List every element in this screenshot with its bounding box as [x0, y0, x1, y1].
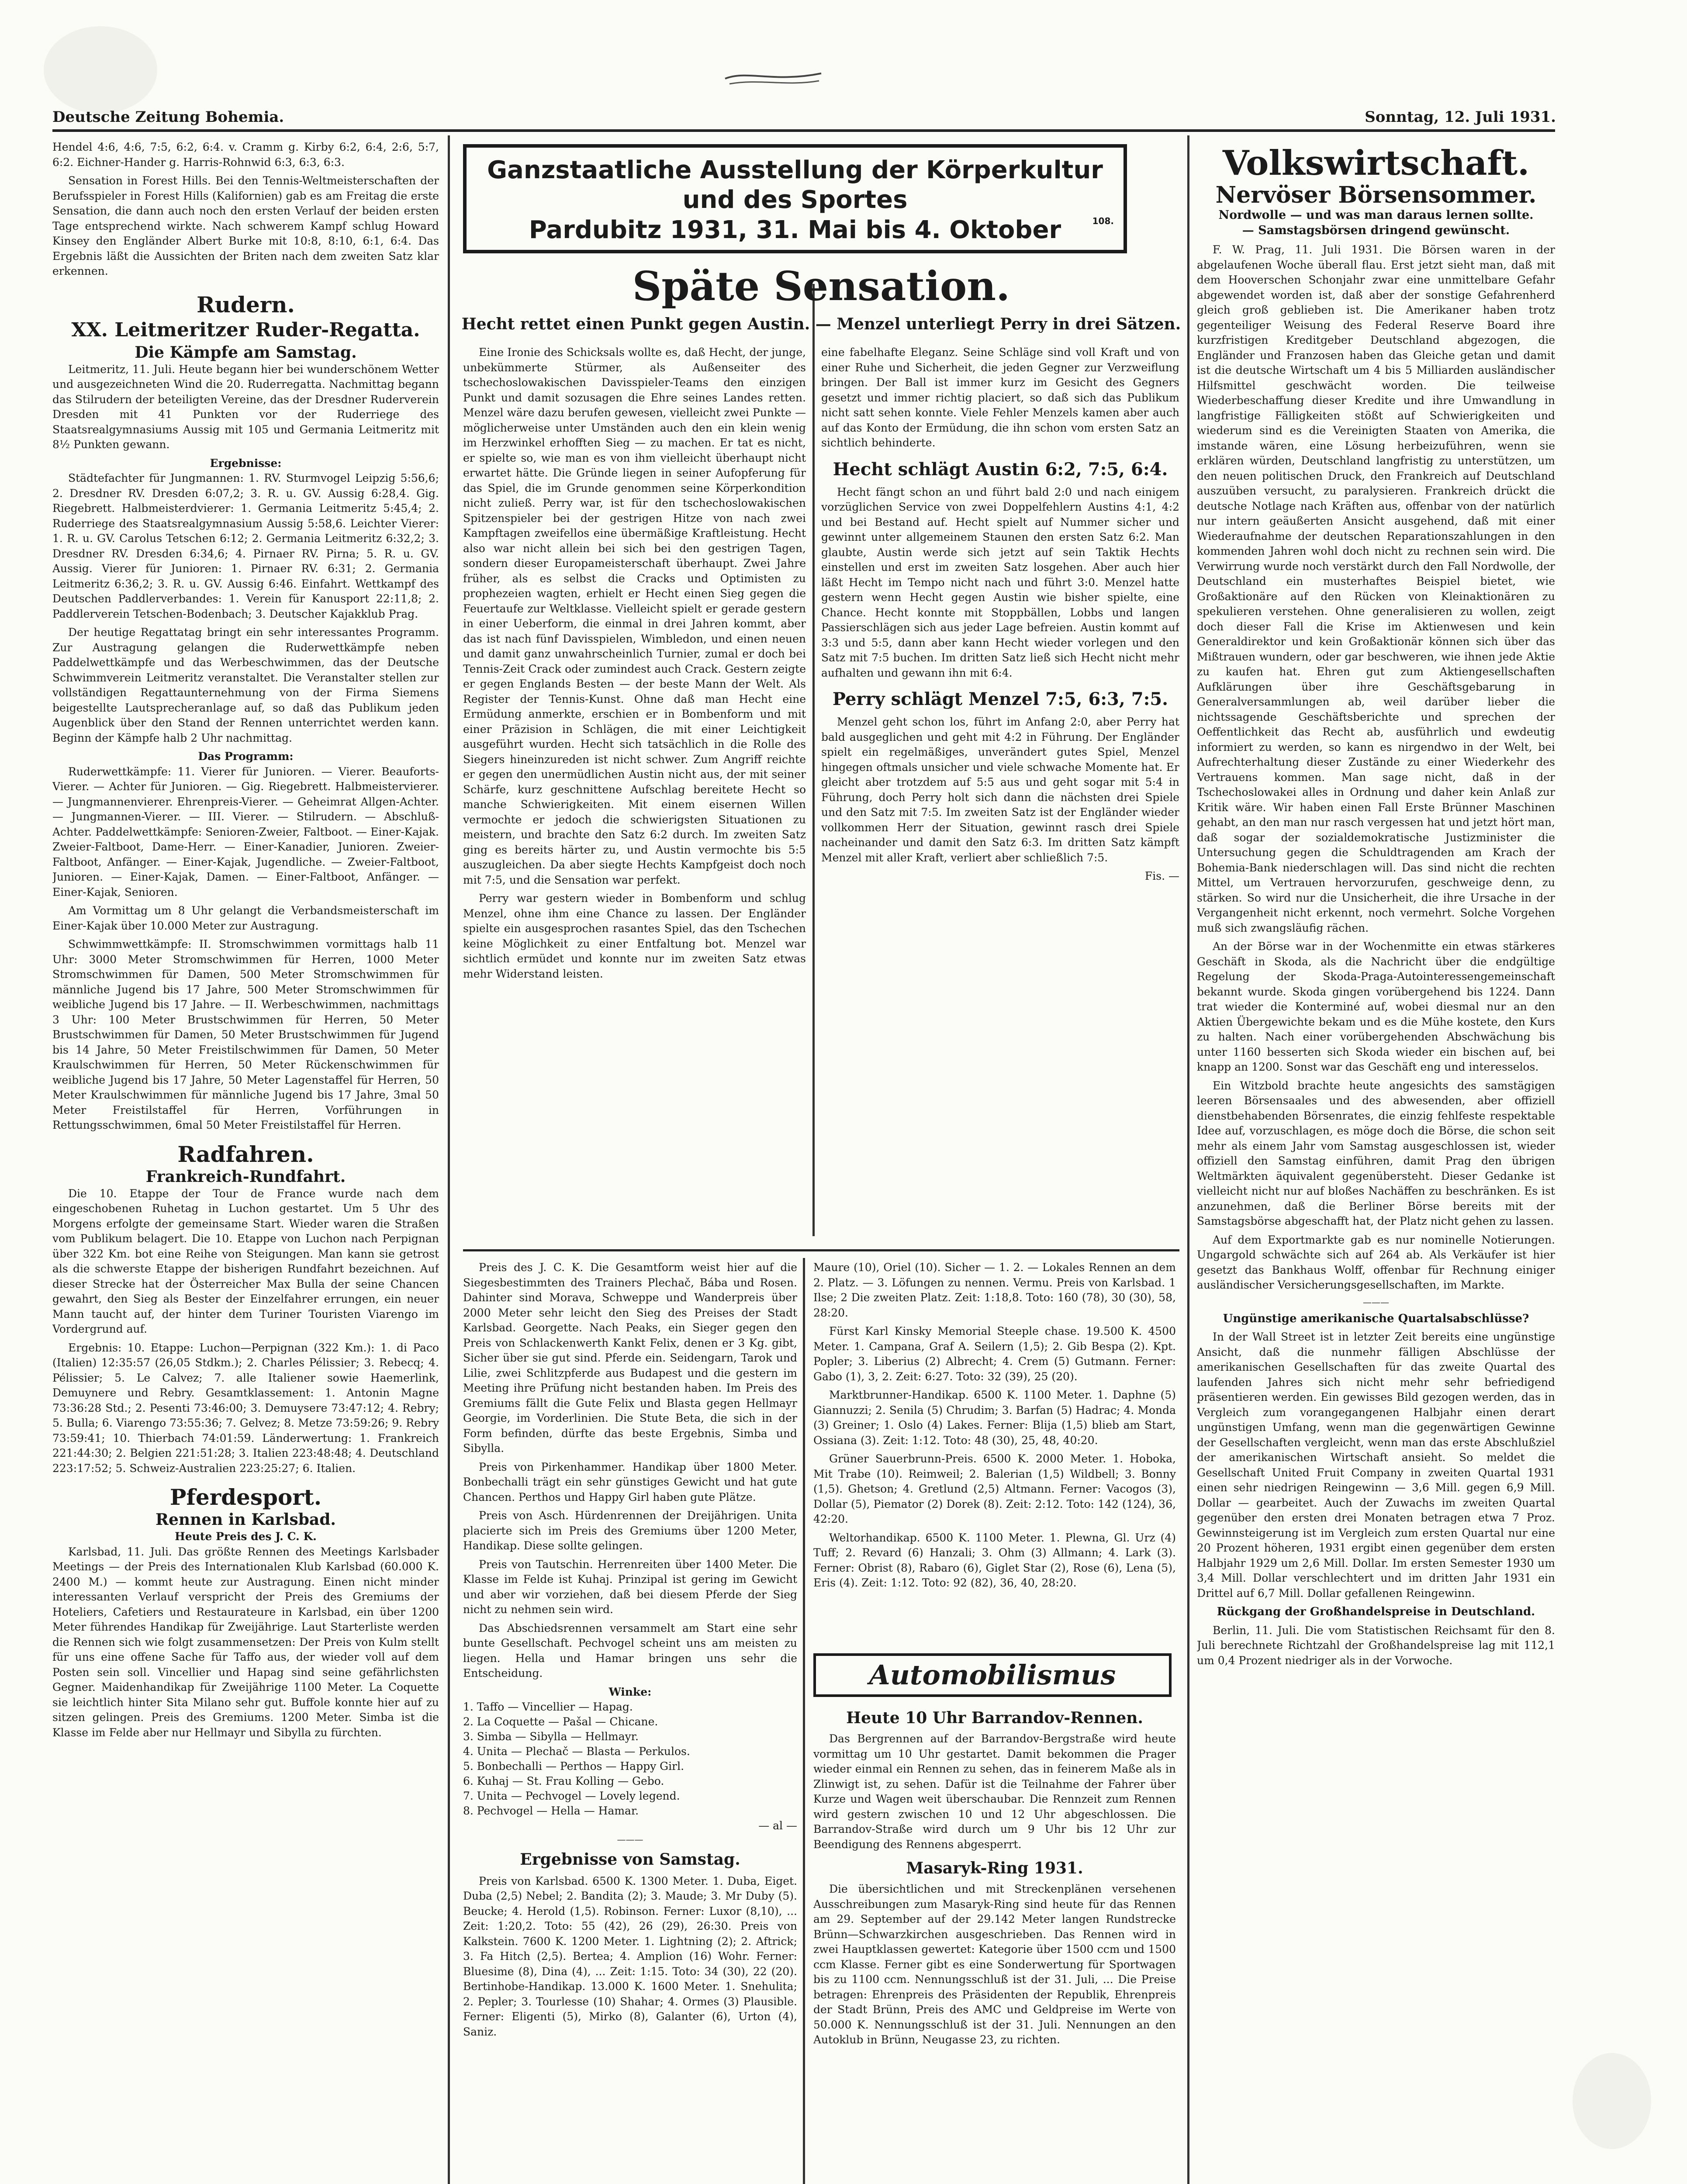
barrandov-text: Das Bergrennen auf der Barrandov-Bergstraße wird heute vormittag um 10 Uhr gestartet. Damit bekommen die Prager wieder einmal ein Rennen zu sehen, das in feinerem Maße als in Zlinwigt ist, zu sehen. Dafür ist die Teilnahme der Fahrer über Kurze und Wagen weit überschaubar. Die Rennzeit zum Rennen wird gestern zwischen 10 und 12 Uhr abgeschlossen. Die Barrandov-Straße wird durch um 9 Uhr bis 12 Uhr zur Beendigung des Rennens abgesperrt. — [813, 1732, 1176, 1851]
automobilismus-label: Automobilismus — [813, 1653, 1172, 1697]
paper-stain — [44, 26, 157, 114]
masthead-title: Deutsche Zeitung Bohemia. — [52, 108, 284, 126]
economy-subhead-3: — Samstagsbörsen dringend gewünscht. — [1242, 223, 1510, 237]
winke-item: 2. La Coquette — Pašal — Chicane. — [463, 1715, 658, 1728]
perry-headline: Perry schlägt Menzel 7:5, 6:3, 7:5. — [832, 689, 1168, 709]
column-divider — [448, 135, 450, 2184]
winke-head: Winke: — [608, 1685, 652, 1698]
grosshandel-headline: Rückgang der Großhandelspreise in Deutschland. — [1217, 1605, 1535, 1618]
tennis-subhead: Hecht rettet einen Punkt gegen Austin. — Menzel unterliegt Perry in drei Sätzen. — [461, 315, 1181, 333]
grosshandel-text: Berlin, 11. Juli. Die vom Statistischen Reichsamt für den 8. Juli berechnete Richtzahl der Großhandelspreise lag mit 112,1 um 0,4 Prozent niedriger als in der Vorwoche. — [1197, 1624, 1555, 1667]
masaryk-text: Die übersichtlichen und mit Streckenplänen versehenen Ausschreibungen zum Masaryk-Ring sind heute für das Rennen am 29. September auf der 29.142 Meter langen Rundstrecke Brünn—Schwarzkirchen ausgeschrieben. Das Rennen wird in zwei Hauptklassen gewertet: Kategorie über 1500 ccm und 1500 ccm Klasse. Ferner gibt es eine Sonderwertung für Sportwagen bis zu 1100 ccm. Nennungsschluß ist der 31. Juli, ... Die Preise betragen: Ehrenpreis des Präsidenten der Republik, Ehrenpreis der Stadt Brünn, Preis des AMC und Geldpreise im Werte von 50.000 K. Nennungsschluß ist der 31. Juli. Nennungen an den Autoklub in Brünn, Neugasse 23, zu richten. — [813, 1883, 1176, 2046]
winke-item: 3. Simba — Sibylla — Hellmayr. — [463, 1730, 639, 1743]
pferd-subhead: Rennen in Karlsbad. — [156, 1510, 336, 1529]
winke-item: 4. Unita — Plechač — Blasta — Perkulos. — [463, 1745, 690, 1758]
ad-line-3: Pardubitz 1931, 31. Mai bis 4. Oktober — [529, 216, 1061, 244]
regatta-intro: Leitmeritz, 11. Juli. Heute begann hier bei wunderschönem Wetter und ausgezeichneten Wind die 20. Ruderregatta. Nachmittag begann das Stilrudern der beteiligten Vereine, das der Dresdner Ruderverein Dresden mit 41 Punkten vor der Ruderriege des Staatsrealgymnasiums Aussig mit 105 und Germania Leitmeritz mit 8½ Punkten gewann. — [52, 363, 439, 451]
pencil-mark-icon — [721, 66, 826, 92]
column-divider — [812, 284, 815, 1236]
program-head: Das Programm: — [198, 750, 294, 763]
economy-subhead: Nervöser Börsensommer. — [1215, 182, 1537, 208]
results-column — [813, 1260, 1176, 1645]
ad-tag: 108. — [1092, 216, 1114, 226]
program-text: Ruderwettkämpfe: 11. Vierer für Junioren. — Vierer. Beauforts-Vierer. — Achter für Junioren. — Gig. Riegebrett. Halbmeistervierer. — Jungmannenvierer. Ehrenpreis-Vierer. — Geheimrat Allgen-Achter. — Jungmannen-Vierer. — III. Vierer. — Stilrudern. — Abschluß-Achter. Paddelwettkämpfe: Senioren-Zweier, Faltboot. — Einer-Kajak. Zweier-Faltboot, Dame-Herr. — Einer-Kanadier, Junioren. Zweier-Faltboot, Anfänger. — Einer-Kajak, Jugendliche. — Zweier-Faltboot, Junioren. — Einer-Kajak, Damen. — Einer-Faltboot, Anfänger. — Einer-Kajak, Senioren. — [52, 765, 439, 898]
results-head: Ergebnisse: — [210, 456, 282, 470]
perry-text: Menzel geht schon los, führt im Anfang 2:0, aber Perry hat bald ausgeglichen und geht mit 4:2 in Führung. Der Engländer spielt ein regelmäßiges, unverändert gutes Spiel, Menzel hingegen oftmals unsicher und viele schwache Momente hat. Er gleicht aber trotzdem auf 5:5 aus und geht sogar mit 5:4 in Führung, doch Perry holt sich dann die nächsten drei Spiele und den Satz mit 7:5. Im zweiten Satz ist der Engländer wieder vollkommen Herr der Situation, gewinnt rasch drei Spiele nacheinander und damit den Satz 6:3. Im dritten Satz kämpft Menzel mit aller Kraft, verliert aber schließlich 7:5. — [821, 715, 1179, 864]
tennis-scores: Hendel 4:6, 4:6, 7:5, 6:2, 6:4. v. Cramm g. Kirby 6:2, 6:4, 2:6, 5:7, 6:2. Eichner-Hander g. Harris-Rohnwid 6:3, 6:3, 6:3. — [52, 141, 439, 169]
winke-item: 5. Bonbechalli — Perthos — Happy Girl. — [463, 1760, 684, 1773]
pirkenhammer-text: Preis von Pirkenhammer. Handikap über 1800 Meter. Bonbechalli trägt ein sehr günstiges Gewicht und hat gute Chancen. Perthos und Happy Girl haben gute Plätze. — [463, 1460, 797, 1503]
section-head-pferdesport: Pferdesport. — [169, 1484, 322, 1510]
barrandov-headline: Heute 10 Uhr Barrandov-Rennen. — [846, 1709, 1143, 1727]
winke-item: 7. Unita — Pechvogel — Lovely legend. — [463, 1790, 680, 1802]
economy-p1: F. W. Prag, 11. Juli 1931. Die Börsen waren in der abgelaufenen Woche überall flau. Erst jetzt sieht man, daß mit dem Hooverschen Schonjahr zwar eine unmittelbare Gefahr abgewendet worden ist, daß aber der sonstige Gefahrenherd gleich groß geblieben ist. Die Amerikaner haben trotz gegenteiliger Weisung des Federal Reserve Board ihre kurzfristigen Kreditgeber Deutschland abgezogen, die Engländer und Franzosen haben das Gleiche getan und damit ist die deutsche Wirtschaft um 4 bis 5 Milliarden ausländischer Hilfsmittel geschwächt worden. Die teilweise Wiederbeschaffung dieser Kredite und ihre Umwandlung in langfristige Fälligkeiten stößt auf Schwierigkeiten und wiederum sind es die Vereinigten Staaten von Amerika, die imstande wären, eine Lösung herbeizuführen, wenn sie erklären würden, Deutschland langfristig zu unterstützen, um den neuen politischen Druck, den Frankreich auf Deutschland auszuüben versucht, zu paralysieren. Frankreich drückt die deutsche Notlage nach Kräften aus, offenbar von der natürlich nur intern geäußerten Ansicht ausgehend, daß mit einer Wiederaufnahme der deutschen Reparationszahlungen in den kommenden Jahren wohl doch nicht zu rechnen sein wird. Die Verwirrung wurde noch verstärkt durch den Fall Nordwolle, der Deutschland ein musterhaftes Beispiel bietet, wie Großaktionäre auf den Rücken von Kleinaktionären zu spekulieren verstehen. Ohne generalisieren zu wollen, zeigt doch dieser Fall die Krise im Aktienwesen und kein Generaldirektor und kein Großaktionär können sich über das Mißtrauen wundern, oder gar beschweren, wie ihnen jede Aktie zu kaufen hat. Ehren gut zum Aktiengesellschaften Aufklärungen über ihre Geschäftsgebarung in Generalversammlungen ab, weil darüber lieber die nichtssagende Geschäftsberichte und sprechen der Oeffentlichkeit das Recht ab, ausführlich und ewdeutig informiert zu werden, so kann es nirgendwo in der Welt, bei Aufrechterhaltung dieser Zustände zu einer Wiederkehr des Vertrauens kommen. Man sage nicht, daß in der Tschechoslowakei alles in Ordnung und daher kein Anlaß zur Kritik wäre. Wir haben einen Fall Erste Brünner Maschinen gehabt, an den man nur rasch vergessen hat und jetzt hört man, daß sogar der sozialdemokratische Justizminister die Untersuchung gegen die Schuldtragenden am Krach der Bohemia-Bank niederschlagen will. Das sind nicht die rechten Mittel, um Vertrauen hervorzurufen, geschweige denn, zu stärken. So wird nur die Unsicherheit, die ihre Ursache in der Vergangenheit nicht erkennt, noch vermehrt. Solche Vorgehen muß sich zwangsläufig rächen. — [1197, 243, 1555, 934]
economy-p3: Ein Witzbold brachte heute angesichts des samstägigen leeren Börsensaales und des abwesenden, aber offiziell dienstbehabenden Börsenrates, die einzig fehlfeste respektable Idee auf, vorzuschlagen, es möge doch die Börse, die schon seit mehr als einem Jahr vom Samstag ausgeschlossen ist, wieder offiziell den Samstag einführen, damit Prag den übrigen Weltmärkten äquivalent gegenübersteht. Dieser Gedanke ist vielleicht nicht nur auf bloßes Nachäffen zu beschränken. Es ist anzunehmen, daß die Berliner Börse bereits mit der Samstagsbörse abgeschafft hat, der Platz nicht gehen zu lassen. — [1197, 1079, 1555, 1227]
program-tail: Am Vormittag um 8 Uhr gelangt die Verbandsmeisterschaft im Einer-Kajak über 10.000 Meter zur Austragung. — [52, 904, 439, 932]
pferd-text: Karlsbad, 11. Juli. Das größte Rennen des Meetings Karlsbader Meetings — der Preis des Internationalen Klub Karlsbad (60.000 K. 2400 M.) — kommt heute zur Austragung. Einen nicht minder interessanten Verlauf verspricht der Preis des Gremiums der Hoteliers, Cafetiers und Restaurateure in Karlsbad, ein über 1200 Meter führendes Handikap für Zweijährige. Laut Starterliste werden die Rennen sich wie folgt zusammensetzen: Der Preis von Kulm stellt für uns eine offene Sache für Taffo aus, der wieder voll auf dem Posten sein soll. Vincellier und Hapag sind seine gefährlichsten Gegner. Maidenhandikap für Zweijährige 1100 Meter. La Coquette sie leichtlich hinter Sita Milano sehr gut. Buffole konnte hier auf zu sitzen gelingen. Preis des Gremiums. 1200 Meter. Simba ist die Klasse im Felde aber nur Hellmayr und Sibylla zu fürchten. — [52, 1545, 439, 1739]
tennis-report: Sensation in Forest Hills. Bei den Tennis-Weltmeisterschaften der Berufsspieler in Forest Hills (Kalifornien) gab es am Freitag die erste Sensation, die dann auch noch den ersten Verlauf der beiden ersten Tage entsprechend wirkte. Nach schwerem Kampf schlug Howard Kinsey den Engländer Albert Burke mit 10:8, 8:10, 6:1, 6:4. Das Ergebnis läßt die Aussichten der Briten nach dem zweiten Satz klar erkennen. — [52, 174, 439, 277]
regatta-results: Städtefachter für Jungmannen: 1. RV. Sturmvogel Leipzig 5:56,6; 2. Dresdner RV. Dresden 6:07,2; 3. R. u. GV. Aussig 6:28,4. Gig. Riegebrett. Halbmeisterdvierer: 1. Germania Leitmeritz 5:45,4; 2. Ruderriege des Staatsrealgymnasium Aussig 5:58,6. Leichter Vierer: 1. R. u. GV. Carolus Tetschen 6:12; 2. Germania Leitmeritz 6:32,2; 3. Dresdner RV. Dresden 6:34,6; 4. Pirnaer RV. Pirna; 5. R. u. GV. Aussig. Vierer für Junioren: 1. Pirnaer RV. 6:31; 2. Germania Leitmeritz 6:36,2; 3. R. u. GV. Aussig 6:46. Einfahrt. Wettkampf des Deutschen Paddlerverbandes: 1. Verein für Kanusport 22:11,8; 2. Paddlerverein Tetschen-Bodenbach; 3. Deutscher Kajakklub Prag. — [52, 472, 439, 620]
tennis-byline: Fis. — — [1144, 870, 1179, 882]
asch-text: Preis von Asch. Hürdenrennen der Dreijährigen. Unita placierte sich im Preis des Gremiums über 1200 Meter, Handikap. Diese sollte gelingen. — [463, 1509, 797, 1552]
tennis-column-b — [821, 345, 1179, 1245]
quarterly-text: In der Wall Street ist in letzter Zeit bereits eine ungünstige Ansicht, daß die nunmehr fälligen Abschlüsse der amerikanischen Gesellschaften für das zweite Quartal des laufenden Jahres sich nicht mehr sehr befriedigend präsentieren werden. Ein gewisses Bild gezogen werden, das in Vergleich zum vorangegangenen Halbjahr einen derart ungünstigen Umfang, wenn man die gegenwärtigen Gewinne der Gesellschaften vergleicht, wenn man das erste Abschlußziel der amerikanischen Wirtschaft ansieht. So meldet die Gesellschaft United Fruit Company in zweiten Quartal 1931 einen sehr niedrigen Reingewinn — 3,6 Mill. gegen 6,9 Mill. Dollar — gearbeitet. Auch der Zuwachs im zweiten Quartal gegenüber den ersten drei Monaten betragen etwa 7 Proz. Gewinnsteigerung ist im Vergleich zum ersten Quartal nur eine 20 Prozent höheren, 1931 ergibt einen gegenüber dem ersten Halbjahr 1929 um 2,6 Mill. Dollar. Im ersten Semester 1930 um 3,4 Mill. Dollar verschlechtert und im dritten Jahr 1931 ein Drittel auf 6,7 Mill. Dollar gefallenen Reingewinn. — [1197, 1330, 1555, 1600]
winke-item: 8. Pechvogel — Hella — Hamar. — [463, 1804, 639, 1817]
tennis-headline: Späte Sensation. — [632, 263, 1010, 310]
racing-column: Preis des J. C. K. Die Gesamtform weist hier auf die Siegesbestimmten des Trainers Plechač, Bába und Rosen. Dahinter sind Morava, Schweppe und Wanderpreis über 2000 Meter sehr leicht den Sieg des Preises der Stadt Karlsbad. Georgette. Nach Peaks, ein Sieger gegen den Preis von Schlackenwerth Kankt Felix, denen er 3 Kg. gibt, Sicher über sie gut sind. Pferde ein. Seidengarn, Tarok und Lilie, zwei Schlitzpferde aus Budapest und die gestern im Meeting ihre Prüfung nicht bestanden haben. Im Preis des Gremiums fällt die Gute Felix und Blasta gegen Hellmayr Georgie, im Vorderlinien. Die Stute Beta, die sich in der Form befinden, dürfte das beste Ergebnis, Simba und Sibylla. Preis von Pirkenhammer. Handikap über 1800 Meter. Bonbechalli trägt ein sehr günstiges Gewicht und hat gute Chancen. Perthos und Happy Girl haben gute Plätze. Preis von Asch. Hürdenrennen der Dreijährigen. Unita placierte sich im Preis des Gremiums über 1200 Meter, Handikap. Diese sollte gelingen. Preis von Tautschin. Herrenreiten über 1400 Meter. Die Klasse im Felde ist Kuhaj. Prinzipal ist gering im Gewicht und aber wir vorziehen, daß bei diesem Pferde der Sieg nicht zu nehmen sein wird. Das Abschiedsrennen versammelt am Start eine sehr bunte Gesellschaft. Pechvogel scheint uns am meisten zu liegen. Hella und Hamar bringen uns sehr die Entscheidung. Winke: 1. Taffo — Vincellier — Hapag. 2. La Coquette — Pašal — Chicane. 3. Simba — Sibylla — Hellmayr. 4. Unita — Plechač — Blasta — Perkulos. 5. Bonbechalli — Perthos — Happy Girl. 6. Kuhaj — St. Frau Kolling — Gebo. 7. Unita — Pechvogel — Lovely legend. 8. Pechvogel — Hella — Hamar. — al — ——— Ergebnisse von Samstag. Preis von Karlsbad. 6500 K. 1300 Meter. 1. Duba, Eiget. Duba (2,5) Nebel; 2. Bandita (2); 3. Maude; 3. Mr Duby (5). Beucke; 4. Herold (1,5). Robinson. Ferner: Luxor (8,10), ... Zeit: 1:20,2. Toto: 55 (42), 26 (29), 26:30. Preis von Kalkstein. 7600 K. 1200 Meter. 1. Lightning (2); 2. Aftrick; 3. Fa Hitch (2,5). Bertea; 4. Amplion (16) Wohr. Ferner: Bluesime (8), Dina (4), ... Zeit: 1:15. Toto: 34 (30), 22 (20). Bertinhobe-Handikap. 13.000 K. 1600 Meter. 1. Snehulita; 2. Pepler; 3. Tourlesse (10) Shahar; 4. Ormes (3) Plausible. Ferner: Eligenti (5), Mirko (8), Galanter (6), Urton (4), Saniz. — [463, 1260, 797, 2184]
rad-text: Die 10. Etappe der Tour de France wurde nach dem eingeschobenen Ruhetag in Luchon gestartet. Um 5 Uhr des Morgens erfolgte der gemeinsame Start. Wieder waren die Straßen vom Publikum belagert. Die 10. Etappe von Luchon nach Perpignan über 322 Km. bot eine Reihe von Steigungen. Man kann sie getrost als die schwerste Etappe der bisherigen Rundfahrt bezeichnen. Auf dieser Strecke hat der Österreicher Max Bulla der seine Chancen gewahrt, den Sieg als Bester der Einzelfahrer errungen, ein neuer Mann taucht auf, der hinter dem Turiner Touristen Viarengo im Vordergrund auf. — [52, 1187, 439, 1335]
welt-text: Weltorhandikap. 6500 K. 1100 Meter. 1. Plewna, Gl. Urz (4) Tuff; 2. Revard (6) Hanzali; 3. Ohm (3) Allmann; 4. Lark (3). Ferner: Obrist (8), Rabaro (6), Giglet Star (2), Rose (6), Lena (5), Eris (4). Zeit: 1:12. Toto: 92 (82), 36, 40, 28:20. — [813, 1531, 1176, 1589]
economy-p4: Auf dem Exportmarkte gab es nur nominelle Notierungen. Ungargold schwächte sich auf 264 ab. Als Verkäufer ist hier gesetzt das Bankhaus Wolff, offenbar für Rechnung einiger ausländischer Versicherungsgesellschaften, im Markte. — [1197, 1233, 1555, 1291]
rad-results: Ergebnis: 10. Etappe: Luchon—Perpignan (322 Km.): 1. di Paco (Italien) 12:35:57 (26,05 Stdkm.); 2. Charles Pélissier; 3. Rebecq; 4. Pélissier; 5. Le Calvez; 7. alle Italiener sowie Haemerlink, Demuynere und Rebry. Gesamtklassement: 1. Antonin Magne 73:36:28 Std.; 2. Pesenti 73:46:00; 3. Demuysere 73:47:12; 4. Rebry; 5. Bulla; 6. Viarengo 73:55:36; 7. Gelvez; 8. Metze 73:59:26; 9. Rebry 73:59:41; 10. Thierbach 74:01:59. Länderwertung: 1. Frankreich 221:44:30; 2. Belgien 221:51:28; 3. Italien 223:48:48; 4. Deutschland 223:17:52; 5. Schweiz-Australien 223:25:27; 6. Italien. — [52, 1341, 439, 1475]
economy-p2: An der Börse war in der Wochenmitte ein etwas stärkeres Geschäft in Skoda, als die Nachricht über die endgültige Regelung der Skoda-Praga-Autointeressengemeinschaft bekannt wurde. Skoda gingen vorübergehend bis 1224. Dann trat wieder die Konterminé auf, wobei diesmal nur an den Aktien Übergewichte bekam und es die Mühe kostete, den Kurs zu halten. Nach einer vorübergehenden Abschwächung bis unter 1160 besserten sich Skoda wieder ein bischen auf, bei knapp an 1200. Sonst war das Geschäft eng und interesselos. — [1197, 940, 1555, 1073]
section-rule — [463, 1249, 1179, 1251]
tennis-column-a — [463, 345, 806, 1245]
economy-headline: Volkswirtschaft. — [1222, 143, 1530, 183]
regatta-headline: XX. Leitmeritzer Ruder-Regatta. — [71, 318, 420, 341]
ad-line-2: und des Sportes — [682, 186, 908, 214]
ergebnisse-headline: Ergebnisse von Samstag. — [520, 1850, 740, 1869]
sauerbrunn-text: Grüner Sauerbrunn-Preis. 6500 K. 2000 Meter. 1. Hoboka, Mit Trabe (10). Reimweil; 2. Balerian (1,5) Wildbell; 3. Bonny (1,5). Ghetson; 4. Gretlund (2,5) Altmann. Ferner: Vacogos (3), Dollar (5), Piemator (2) Dorek (8). Zeit: 2:12. Toto: 142 (124), 36, 42:20. — [813, 1452, 1176, 1525]
masaryk-headline: Masaryk-Ring 1931. — [906, 1859, 1083, 1877]
economy-column: Volkswirtschaft. Nervöser Börsensommer. Nordwolle — und was man daraus lernen sollte. — Samstagsbörsen dringend gewünscht. F. W. Prag, 11. Juli 1931. Die Börsen waren in der abgelaufenen Woche überall flau. Erst jetzt sieht man, daß mit dem Hooverschen Schonjahr zwar eine unmittelbare Gefahr abgewendet worden ist, daß aber der sonstige Gefahrenherd gleich groß geblieben ist. Die Amerikaner haben trotz gegenteiliger Weisung des Federal Reserve Board ihre kurzfristigen Kreditgeber Deutschland abgezogen, die Engländer und Franzosen haben das Gleiche getan und damit ist die deutsche Wirtschaft um 4 bis 5 Milliarden ausländischer Hilfsmittel geschwächt worden. Die teilweise Wiederbeschaffung dieser Kredite und ihre Umwandlung in langfristige Fälligkeiten stößt auf Schwierigkeiten und wiederum sind es die Vereinigten Staaten von Amerika, die imstande wären, eine Lösung herbeizuführen, wenn sie erklären würden, Deutschland langfristig zu unterstützen, um den neuen politischen Druck, den Frankreich auf Deutschland auszuüben versucht, zu paralysieren. Frankreich drückt die deutsche Notlage nach Kräften aus, offenbar von der natürlich nur intern geäußerten Ansicht ausgehend, daß mit einer Wiederaufnahme der deutschen Reparationszahlungen in den kommenden Jahren wohl doch nicht zu rechnen sein wird. Die Verwirrung wurde noch verstärkt durch den Fall Nordwolle, der Deutschland ein musterhaftes Beispiel bietet, wie Großaktionäre auf den Rücken von Kleinaktionären zu spekulieren verstehen. Ohne generalisieren zu wollen, zeigt doch dieser Fall die Krise im Aktienwesen und kein Generaldirektor und kein Großaktionär können sich über das Mißtrauen wundern, oder gar beschweren, wie ihnen jede Aktie zu kaufen hat. Ehren gut zum Aktiengesellschaften Aufklärungen über ihre Geschäftsgebarung in Generalversammlungen ab, weil darüber lieber die nichtssagende Geschäftsberichte und sprechen der Oeffentlichkeit das Recht ab, ausführlich und ewdeutig informiert zu werden, so kann es nirgendwo in der Welt, bei Aufrechterhaltung dieser Zustände zu einer Wiederkehr des Vertrauens kommen. Man sage nicht, daß in der Tschechoslowakei alles in Ordnung und daher kein Anlaß zur Kritik wäre. Wir haben einen Fall Erste Brünner Maschinen gehabt, an den man nur rasch vergessen hat und jetzt hört man, daß sogar der sozialdemokratische Justizminister die Untersuchung gegen die Schuldtragenden am Krach der Bohemia-Bank niederschlagen will. Das sind nicht die rechten Mittel, um Vertrauen hervorzurufen, geschweige denn, zu stärken. So wird nur die Unsicherheit, die ihre Ursache in der Vergangenheit nicht erkennt, noch vermehrt. Solche Vorgehen muß sich zwangsläufig rächen. An der Börse war in der Wochenmitte ein etwas stärkeres Geschäft in Skoda, als die Nachricht über die endgültige Regelung der Skoda-Praga-Autointeressengemeinschaft bekannt wurde. Skoda gingen vorübergehend bis 1224. Dann trat wieder die Konterminé auf, wobei diesmal nur an den Aktien Übergewichte bekam und es die Mühe kostete, den Kurs zu halten. Nach einer vorübergehenden Abschwächung bis unter 1160 besserten sich Skoda wieder ein bischen auf, bei knapp an 1200. Sonst war das Geschäft eng und interesselos. Ein Witzbold brachte heute angesichts des samstägigen leeren Börsensaales und des abwesenden, aber offiziell dienstbehabenden Börsenrates, die einzig fehlfeste respektable Idee auf, vorzuschlagen, es möge doch die Börse, die schon seit mehr als einem Jahr vom Samstag ausgeschlossen ist, wieder offiziell den Samstag einführen, damit Prag den übrigen Weltmärkten äquivalent gegenübersteht. Dieser Gedanke ist vielleicht nicht nur auf bloßes Nachäffen zu beschränken. Es ist anzunehmen, daß die Berliner Börse bereits mit der Samstagsbörse abgeschafft hat, der Platz nicht gehen zu lassen. Auf dem Exportmarkte gab es nur nominelle Notierungen. Ungargold schwächte sich auf 264 ab. Als Verkäufer ist hier gesetzt das Bankhaus Wolff, offenbar für Rechnung einiger ausländischer Versicherungsgesellschaften, im Markte. ——— Ungünstige amerikanische Quartalsabschlüsse? In der Wall Street ist in letzter Zeit bereits eine ungünstige Ansicht, daß die nunmehr fälligen Abschlüsse der amerikanischen Gesellschaften für das zweite Quartal des laufenden Jahres sich nicht mehr sehr befriedigend präsentieren werden. Ein gewisses Bild gezogen werden, das in Vergleich zum vorangegangenen Halbjahr einen derart ungünstigen Umfang, wenn man die gegenwärtigen Gewinne der Gesellschaften vergleicht, wenn man das erste Abschlußziel der amerikanischen Wirtschaft ansieht. So meldet die Gesellschaft United Fruit Company in zweiten Quartal 1931 einen sehr niedrigen Reingewinn — 3,6 Mill. gegen 6,9 Mill. Dollar — gearbeitet. Auch der Zuwachs im zweiten Quartal gegenüber den ersten drei Monaten betragen etwa 7 Proz. Gewinnsteigerung ist im Vergleich zum ersten Quartal nur eine 20 Prozent höheren, 1931 ergibt einen gegenüber dem ersten Halbjahr 1929 um 2,6 Mill. Dollar. Im ersten Semester 1930 um 3,4 Mill. Dollar verschlechtert und im dritten Jahr 1931 ein Drittel auf 6,7 Mill. Dollar gefallenen Reingewinn. Rückgang der Großhandelspreise in Deutschland. Berlin, 11. Juli. Die vom Statistischen Reichsamt für den 8. Juli berechnete Richtzahl der Großhandelspreise lag mit 112,1 um 0,4 Prozent niedriger als in der Vorwoche. — [1197, 140, 1555, 2184]
tautschin-text: Preis von Tautschin. Herrenreiten über 1400 Meter. Die Klasse im Felde ist Kuhaj. Prinzipal ist gering im Gewicht und aber wir vorziehen, daß bei diesem Pferde der Sieg nicht zu nehmen sein wird. — [463, 1558, 797, 1616]
masthead-date: Sonntag, 12. Juli 1931. — [1365, 108, 1556, 126]
column-divider — [1187, 135, 1189, 2184]
section-head-rudern: Rudern. — [197, 291, 295, 318]
abschied-text: Das Abschiedsrennen versammelt am Start eine sehr bunte Gesellschaft. Pechvogel scheint uns am meisten zu liegen. Hella und Hamar bringen uns sehr die Entscheidung. — [463, 1621, 797, 1679]
winke-list — [463, 1700, 797, 1818]
auto-column — [813, 1708, 1176, 2184]
tennis-text-a2: Perry war gestern wieder in Bombenform und schlug Menzel, ohne ihm eine Chance zu lassen. Der Engländer spielte ein ausgesprochen rasantes Spiel, das den Tschechen keine Möglichkeit zu einer Entfaltung bot. Menzel war sichtlich ermüdet und konnte nur im zweiten Satz etwas mehr Widerstand leisten. — [463, 892, 806, 980]
ergebnisse-text: Preis von Karlsbad. 6500 K. 1300 Meter. 1. Duba, Eiget. Duba (2,5) Nebel; 2. Bandita (2); 3. Maude; 3. Mr Duby (5). Beucke; 4. Herold (1,5). Robinson. Ferner: Luxor (8,10), ... Zeit: 1:20,2. Toto: 55 (42), 26 (29), 26:30. Preis von Kalkstein. 7600 K. 1200 Meter. 1. Lightning (2); 2. Aftrick; 3. Fa Hitch (2,5). Bertea; 4. Amplion (16) Wohr. Ferner: Bluesime (8), Dina (4), ... Zeit: 1:15. Toto: 34 (30), 22 (20). Bertinhobe-Handikap. 13.000 K. 1600 Meter. 1. Snehulita; 2. Pepler; 3. Tourlesse (10) Shahar; 4. Ormes (3) Plausible. Ferner: Eligenti (5), Mirko (8), Galanter (6), Urton (4), Saniz. — [463, 1874, 797, 2038]
preis-jck-text: Preis des J. C. K. Die Gesamtform weist hier auf die Siegesbestimmten des Trainers Plechač, Bába und Rosen. Dahinter sind Morava, Schweppe und Wanderpreis über 2000 Meter sehr leicht den Sieg des Preises der Stadt Karlsbad. Georgette. Nach Peaks, ein Sieger gegen den Preis von Schlackenwerth Kankt Felix, denen er 3 Kg. gibt, Sicher über sie gut sind. Pferde ein. Seidengarn, Tarok und Lilie, zwei Schlitzpferde aus Budapest und die gestern im Meeting ihre Prüfung nicht bestanden haben. Im Preis des Gremiums fällt die Gute Felix und Blasta gegen Hellmayr Georgie, im Vorderlinien. Die Stute Beta, die sich in der Form befinden, dürfte das beste Ergebnis, Simba und Sibylla. — [463, 1261, 797, 1455]
winke-signature: — al — — [758, 1819, 797, 1832]
hecht-text: Hecht fängt schon an und führt bald 2:0 und nach einigem vorzüglichen Service von zwei Doppelfehlern Austins 4:1, 4:2 und bei Bestand auf. Hecht spielt auf Nummer sicher und gewinnt unter allgemeinem Staunen den ersten Satz 6:2. Man glaubte, Austin werde sich jetzt auf sein Taktik Hechts einstellen und erst im zweiten Satz losgehen. Aber auch hier läßt Hecht im Tempo nicht nach und führt 3:0. Menzel hatte gestern wenn Hecht gegen Austin wie bisher spielte, eine Chance. Hecht konnte mit Stoppbällen, Lobbs und langen Passierschlägen sich aus jeder Lage befreien. Austin kommt auf 3:3 und 5:5, dann aber kann Hecht wieder vorlegen und den Satz mit 7:5 buchen. Im dritten Satz ließ sich Hecht nicht mehr aufhalten und gewann ihn mit 6:4. — [821, 485, 1179, 679]
exhibition-ad — [463, 144, 1127, 253]
program-intro: Der heutige Regattatag bringt ein sehr interessantes Programm. Zur Austragung gelangen die Ruderwettkämpfe neben Paddelwettkämpfe und das Werbeschwimmen, das der Deutsche Schwimmverein Leitmeritz veranstaltet. Die Veranstalter stellen zur vollständigen Regattaunternehmung von der Firma Siemens beigestellte Lautsprecheranlage auf, so daß das Publikum jeden Augenblick über den Stand der Rennen unterrichtet werden kann. Beginn der Kämpfe halb 2 Uhr nachmittag. — [52, 626, 439, 744]
paper-stain — [1573, 2053, 1651, 2149]
mid-results-text: Maure (10), Oriel (10). Sicher — 1. 2. — Lokales Rennen an dem 2. Platz. — 3. Löfungen zu nennen. Vermu. Preis von Karlsbad. 1 Ilse; 2 Die zweiten Platz. Zeit: 1:18,8. Toto: 160 (78), 30 (30), 58, 28:20. — [813, 1261, 1176, 1319]
kinsky-text: Fürst Karl Kinsky Memorial Steeple chase. 19.500 K. 4500 Meter. 1. Campana, Graf A. Seilern (1,5); 2. Gib Bespa (2). Kpt. Popler; 3. Liberius (2) Albrecht; 4. Crem (5) Gutmann. Ferner: Gabo (1), 3, 2. Zeit: 6:27. Toto: 32 (39), 25 (20). — [813, 1325, 1176, 1383]
regatta-subhead: Die Kämpfe am Samstag. — [135, 343, 357, 362]
ad-line-1: Ganzstaatliche Ausstellung der Körperkultur — [487, 156, 1103, 184]
masthead-rule — [52, 129, 1555, 132]
swim-text: Schwimmwettkämpfe: II. Stromschwimmen vormittags halb 11 Uhr: 3000 Meter Stromschwimmen für Herren, 1000 Meter Stromschwimmen für Damen, 500 Meter Stromschwimmen für männliche Jugend bis 17 Jahre, 500 Meter Stromschwimmen für weibliche Jugend bis 17 Jahre. — II. Werbeschwimmen, nachmittags 3 Uhr: 100 Meter Brustschwimmen für Herren, 50 Meter Brustschwimmen für Damen, 50 Meter Brustschwimmen für Jugend bis 14 Jahre, 50 Meter Freistilschwimmen für Damen, 50 Meter Kraulschwimmen für Herren, 50 Meter Rückenschwimmen für weibliche Jugend bis 17 Jahre, 50 Meter Lagenstaffel für Herren, 50 Meter Kraulschwimmen für männliche Jugend bis 17 Jahre, 3mal 50 Meter Freistilstaffel für Herren, Vorführungen in Rettungsschwimmen, 6mal 50 Meter Freistilstaffel für Herren. — [52, 938, 439, 1131]
hecht-headline: Hecht schlägt Austin 6:2, 7:5, 6:4. — [833, 459, 1168, 480]
rad-subhead: Frankreich-Rundfahrt. — [145, 1167, 346, 1186]
winke-item: 6. Kuhaj — St. Frau Kolling — Gebo. — [463, 1775, 664, 1787]
marktbrunner-text: Marktbrunner-Handikap. 6500 K. 1100 Meter. 1. Daphne (5) Giannuzzi; 2. Senila (5) Chrudim; 3. Barfan (5) Hadrac; 4. Monda (3) Greiner; 1. Oslo (4) Lakes. Ferner: Blija (1,5) blieb am Start, Ossiana (3). Zeit: 1:12. Toto: 48 (30), 25, 48, 40:20. — [813, 1389, 1176, 1447]
tennis-text-a: Eine Ironie des Schicksals wollte es, daß Hecht, der junge, unbekümmerte Stürmer, als Außenseiter des tschechoslowakischen Davisspieler-Teams den einzigen Punkt und damit sozusagen die Ehre seines Landes retten. Menzel wäre dazu berufen gewesen, vielleicht zwei Punkte — möglicherweise unter Umständen auch den ein klein wenig im Herzwinkel erhofften Sieg — zu machen. Er tat es nicht, er spielte so, wie man es von ihm vielleicht überhaupt nicht erwartet hätte. Die Gründe liegen in seiner Aufopferung für das Spiel, die im Grunde genommen seine Körperkondition nicht zuließ. Perry war, ist für den tschechoslowakischen Spitzenspieler bei der gestrigen Hitze von nach zwei Kampftagen zweifellos eine übermäßige Kraftleistung. Hecht also war nicht allein bei sich bei den gestrigen Tagen, sondern dieser Europameisterschaft überhaupt. Zwei Jahre früher, als es selbst die Cracks und Optimisten zu prophezeien wagten, erhielt er Hecht einen Sieg gegen die Feuertaufe zur Weltklasse. Vielleicht spielt er gerade gestern in einer Ueberform, die einmal in drei Jahren kommt, aber das ist nach fünf Davisspielen, Wimbledon, und einen neuen und damit ganz unwahrscheinlich Turnier, zumal er doch bei Tennis-Zeit Crack oder zumindest auch Crack. Gestern zeigte er gegen Englands Besten — der beste Mann der Welt. Als Register der Tennis-Kunst. Ohne daß man Hecht eine Ermüdung anmerkte, erschien er in Bombenform und mit einer Präzision in Schlägen, die mit einer Leichtigkeit ausgeführt wurden. Hecht sich tatsächlich in die Rolle des Siegers hineinzureden ist nicht schwer. Zum Angriff reichte er gegen den unermüdlichen Austin nicht aus, der mit seiner Schärfe, kurz geschnittene Aufschlag bereitete Hecht so manche Schwierigkeiten. Mit einem eisernen Willen vermochte er jedoch die schwierigsten Situationen zu meistern, und brachte den Satz 6:2 durch. Im zweiten Satz ging es bereits härter zu, und Austin vermochte bis 5:5 auszugleichen. Da aber siegte Hechts Kampfgeist doch noch mit 7:5, und die Sensation war perfekt. — [463, 346, 806, 886]
column-divider — [803, 1258, 805, 2184]
economy-subhead-2: Nordwolle — und was man daraus lernen sollte. — [1218, 208, 1534, 222]
pferd-subhead2: Heute Preis des J. C. K. — [175, 1530, 317, 1543]
quarterly-headline: Ungünstige amerikanische Quartalsabschlüsse? — [1223, 1312, 1529, 1325]
section-head-radfahren: Radfahren. — [177, 1141, 314, 1167]
winke-item: 1. Taffo — Vincellier — Hapag. — [463, 1700, 633, 1713]
tennis-text-b: eine fabelhafte Eleganz. Seine Schläge sind voll Kraft und von einer Ruhe und Sicherheit, die jeden Gegner zur Verzweiflung bringen. Der Ball ist immer kurz im Gesicht des Gegners gesetzt und immer richtig placiert, so daß sich das Publikum nicht satt sehen konnte. Viele Fehler Menzels kamen aber auch auf das Konto der Ermüdung, die ihn schon vom ersten Satz an sichtlich behinderte. — [821, 346, 1179, 449]
column-sports-left — [52, 140, 439, 2184]
